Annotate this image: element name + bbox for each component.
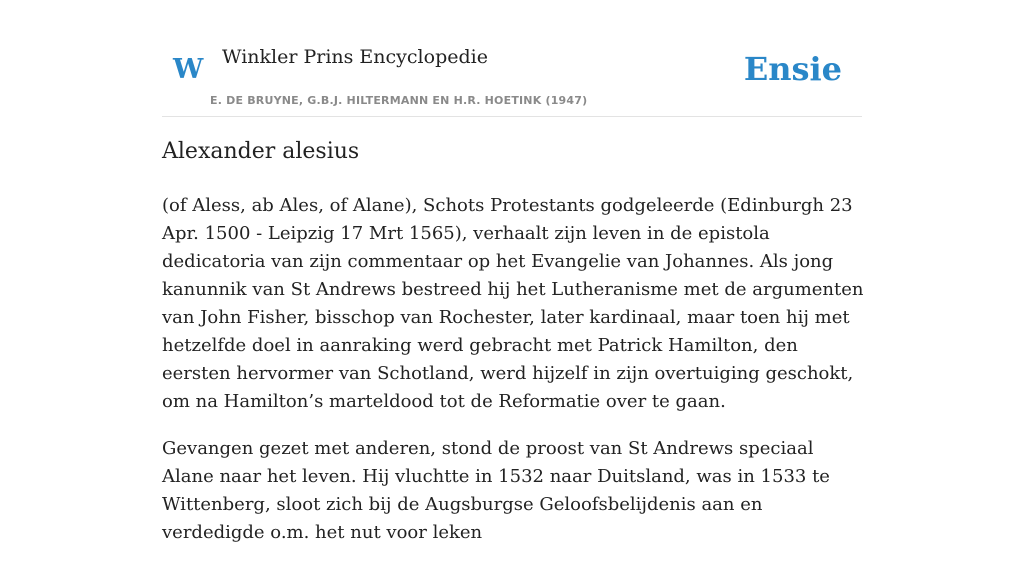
article-body bbox=[162, 192, 867, 566]
site-header bbox=[162, 40, 862, 117]
article-title: Alexander alesius bbox=[162, 139, 360, 164]
brand-logo[interactable]: Ensie bbox=[743, 50, 842, 88]
article-paragraph: (of Aless, ab Ales, of Alane), Schots Protestants godgeleerde (Edinburgh 23 Apr. 1500 - Leipzig 17 Mrt 1565), verhaalt zijn leven in de epistola dedicatoria van zijn commentaar op het Evangelie van Johannes. Als jong kanunnik van St Andrews bestreed hij het Lutheranisme met de argumenten van John Fisher, bisschop van Rochester, later kardinaal, maar toen hij met hetzelfde doel in aanraking werd gebracht met Patrick Hamilton, den eersten hervormer van Schotland, werd hijzelf in zijn overtuiging geschokt, om na Hamilton’s marteldood tot de Reformatie over te gaan. bbox=[162, 195, 864, 412]
site-title[interactable]: Winkler Prins Encyclopedie bbox=[222, 46, 488, 68]
byline: E. DE BRUYNE, G.B.J. HILTERMANN EN H.R. HOETINK (1947) bbox=[210, 94, 588, 107]
site-logo[interactable]: W bbox=[173, 54, 204, 85]
article-paragraph: Gevangen gezet met anderen, stond de proost van St Andrews speciaal Alane naar het leven. Hij vluchtte in 1532 naar Duitsland, was in 1533 te Wittenberg, sloot zich bij de Augsburgse Geloofsbelijdenis aan en verdedigde o.m. het nut voor leken bbox=[162, 438, 830, 543]
